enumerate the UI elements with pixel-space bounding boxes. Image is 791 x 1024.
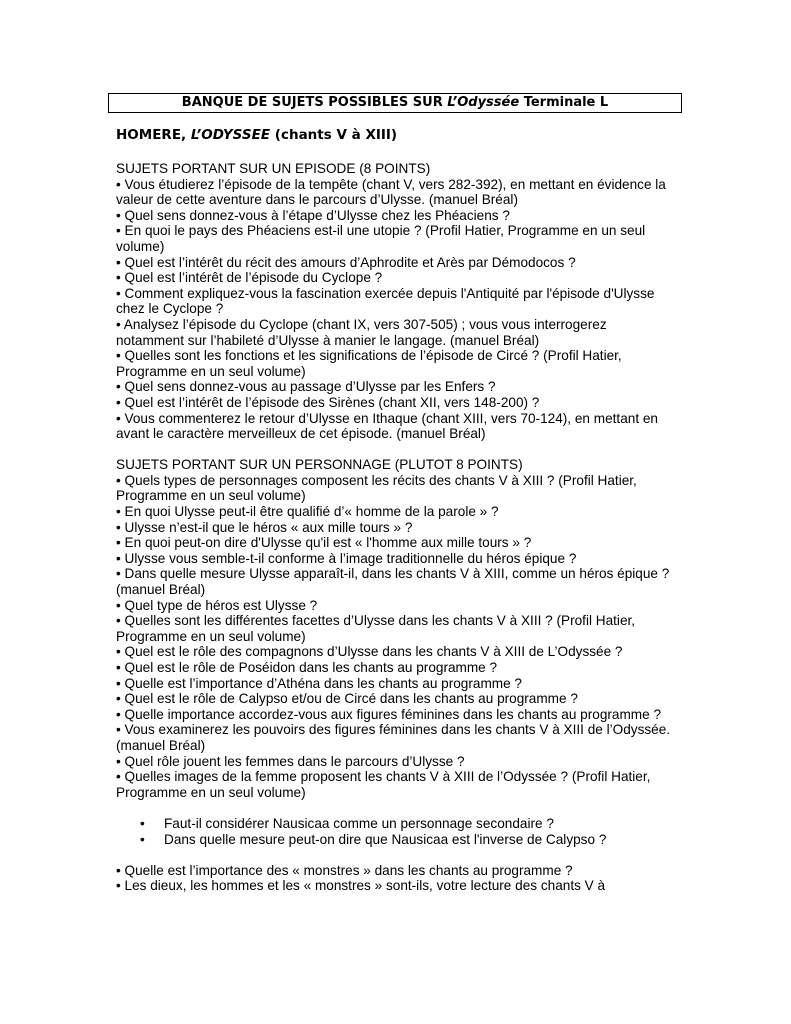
paragraph-gap [116,800,676,816]
list-item: • Quel sens donnez-vous au passage d’Ulysse par les Enfers ? [116,379,496,395]
list-item: • Quel est l’intérêt de l’épisode des Sirènes (chant XII, vers 148-200) ? [116,394,540,410]
indented-list-item-text: Dans quelle mesure peut-on dire que Nausicaa est l'inverse de Calypso ? [164,831,607,847]
bullet-icon: • [140,831,145,847]
list-item: • En quoi Ulysse peut-il être qualifié d’« homme de la parole » ? [116,504,499,520]
list-item: • Comment expliquez-vous la fascination exercée depuis l'Antiquité par l'épisode d'Ulysse chez le Cyclope ? [116,285,655,317]
list-item: • Ulysse vous semble-t-il conforme à l’image traditionnelle du héros épique ? [116,550,577,566]
list-item: • Analysez l’épisode du Cyclope (chant IX, vers 307-505) ; vous vous interrogerez notamment sur l’habileté d’Ulysse à manier le langage. (manuel Bréal) [116,316,607,348]
title-italic-text: L’Odyssée [447,95,520,110]
bullet-icon: • [140,815,145,831]
paragraph-gap [116,847,676,863]
subtitle-chants: (chants V à XIII) [270,127,398,143]
list-item: • Ulysse n’est-il que le héros « aux mille tours » ? [116,519,413,535]
paragraph-gap [116,442,676,458]
indented-list-item-text: Faut-il considérer Nausicaa comme un personnage secondaire ? [164,815,554,831]
subtitle-author: HOMERE, [116,127,191,143]
list-item: • Vous examinerez les pouvoirs des figures féminines dans les chants V à XIII de l’Odyssée. (manuel Bréal) [116,722,671,753]
list-item: • En quoi peut-on dire d'Ulysse qu'il est « l'homme aux mille tours » ? [116,535,532,551]
section-heading-character: SUJETS PORTANT SUR UN PERSONNAGE (PLUTOT 8 POINTS) [116,457,523,473]
indented-bullet-list [116,816,676,847]
title-class-text: Terminale L [519,95,609,110]
document-subtitle [116,126,397,144]
document-body [116,161,676,894]
list-item: • Quels types de personnages composent les récits des chants V à XIII ? (Profil Hatier, Programme en un seul volume) [116,472,637,504]
list-item: • Quel est le rôle des compagnons d’Ulysse dans les chants V à XIII de L’Odyssée ? [116,644,623,660]
list-item: • Quelles sont les fonctions et les significations de l’épisode de Circé ? (Profil Hatier, Programme en un seul volume) [116,348,622,379]
list-item: • Quel est l’intérêt du récit des amours d’Aphrodite et Arès par Démodocos ? [116,254,576,270]
list-item: • Quel rôle jouent les femmes dans le parcours d’Ulysse ? [116,753,465,769]
list-item: • En quoi le pays des Phéaciens est-il une utopie ? (Profil Hatier, Programme en un seul volume) [116,223,646,254]
list-item: • Quelles images de la femme proposent les chants V à XIII de l’Odyssée ? (Profil Hatier, Programme en un seul volume) [116,769,651,800]
list-item: • Vous étudierez l’épisode de la tempête (chant V, vers 282-392), en mettant en évidence la valeur de cette aventure dans le parcours d’Ulysse. (manuel Bréal) [116,176,666,208]
indented-list-item [140,815,676,832]
subtitle-work: L’ODYSSEE [190,127,271,143]
list-item: • Quel sens donnez-vous à l’étape d’Ulysse chez les Phéaciens ? [116,207,510,223]
list-item: • Quelles sont les différentes facettes d’Ulysse dans les chants V à XIII ? (Profil Hatier, Programme en un seul volume) [116,613,636,644]
list-item: • Quel est l’intérêt de l’épisode du Cyclope ? [116,270,383,286]
list-item: • Quelle est l’importance d’Athéna dans les chants au programme ? [116,675,522,691]
list-item: • Dans quelle mesure Ulysse apparaît-il, dans les chants V à XIII, comme un héros épique ? (manuel Bréal) [116,566,670,598]
list-item: • Vous commenterez le retour d’Ulysse en Ithaque (chant XIII, vers 70-124), en mettant en avant le caractère merveilleux de cet épisode. (manuel Bréal) [116,410,658,442]
document-title-box [108,93,682,113]
list-item: • Quel est le rôle de Calypso et/ou de Circé dans les chants au programme ? [116,691,578,707]
section-heading-episode: SUJETS PORTANT SUR UN EPISODE (8 POINTS) [116,161,431,176]
list-item: • Les dieux, les hommes et les « monstres » sont-ils, votre lecture des chants V à [116,878,606,894]
title-text: BANQUE DE SUJETS POSSIBLES SUR [181,95,448,110]
list-item: • Quel est le rôle de Poséidon dans les chants au programme ? [116,660,498,675]
list-item: • Quelle est l’importance des « monstres » dans les chants au programme ? [116,862,573,878]
indented-list-item [140,831,676,848]
list-item: • Quel type de héros est Ulysse ? [116,597,318,613]
list-item: • Quelle importance accordez-vous aux figures féminines dans les chants au programme ? [116,706,662,722]
